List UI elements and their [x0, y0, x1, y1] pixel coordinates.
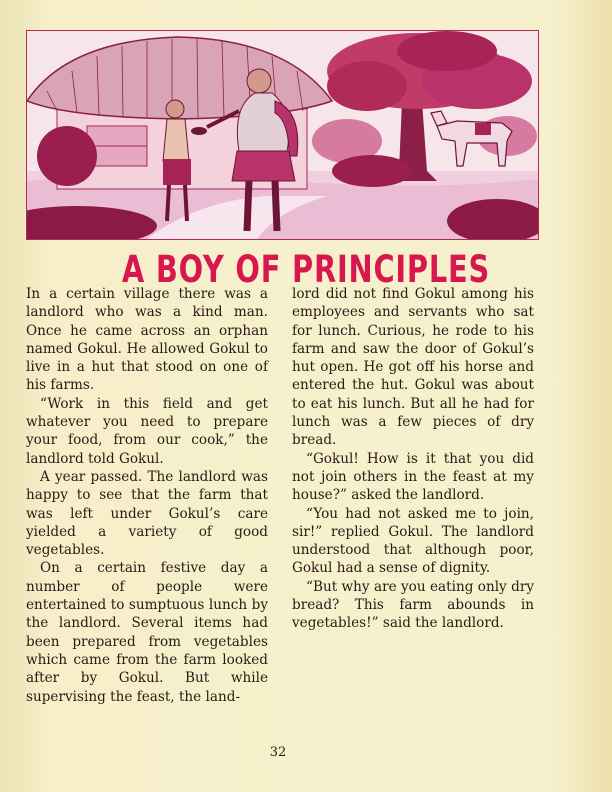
paragraph: “Gokul! How is it that you did not join others in the feast at my house?” asked the landlord.	[292, 450, 534, 504]
farm-scene-image	[27, 31, 538, 239]
paragraph: “You had not asked me to join, sir!” replied Gokul. The landlord understood that although poor, Gokul had a sense of dignity.	[292, 505, 534, 577]
page-number: 32	[269, 745, 287, 760]
paragraph: A year passed. The landlord was happy to see that the farm that was left under Gokul’s care yielded a variety of good vegetables.	[26, 468, 268, 559]
paragraph: “Work in this field and get whatever you need to prepare your food, from our cook,” the landlord told Gokul.	[26, 395, 268, 467]
story-illustration	[26, 30, 539, 240]
right-column	[292, 285, 534, 633]
paragraph: lord did not find Gokul among his employees and servants who sat for lunch. Curious, he rode to his farm and saw the door of Gokul’s hut open. He got off his horse and entered the hut. Gokul was about to eat his lunch. But all he had for lunch was a few pieces of dry bread.	[292, 286, 534, 449]
left-column	[26, 285, 268, 706]
paragraph: “But why are you eating only dry bread? This farm abounds in vegetables!” said the landlord.	[292, 578, 534, 632]
paragraph: On a certain festive day a number of people were entertained to sumptuous lunch by the landlord. Several items had been prepared from vegetables which came from the farm looked after by Gokul. But while supervising the feast, the land-	[26, 560, 268, 705]
paragraph: In a certain village there was a landlord who was a kind man. Once he came across an orphan named Gokul. He allowed Gokul to live in a hut that stood on one of his farms.	[26, 286, 268, 394]
story-title: A BOY OF PRINCIPLES	[121, 248, 491, 291]
